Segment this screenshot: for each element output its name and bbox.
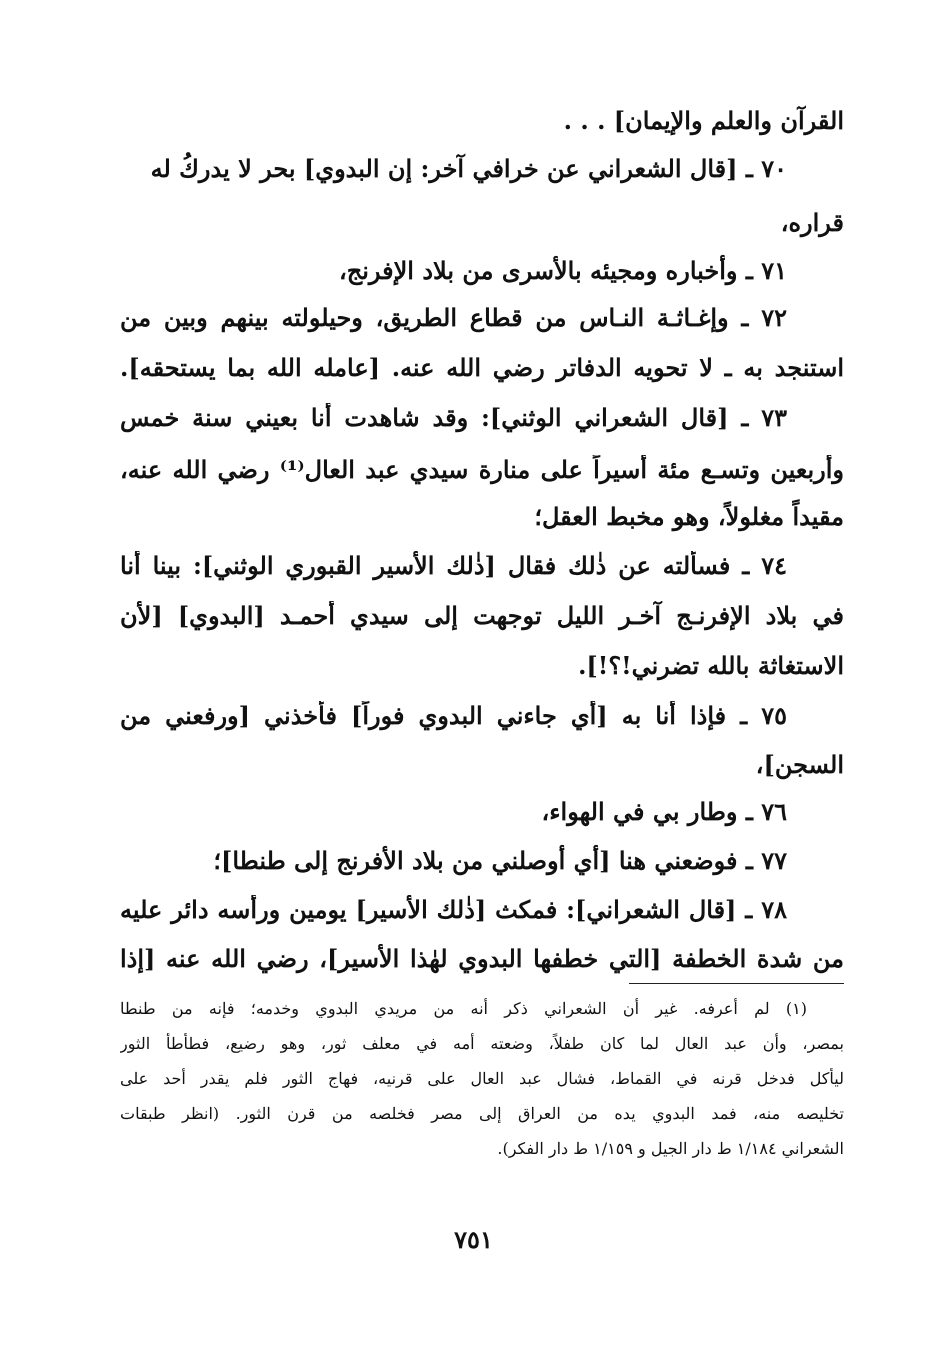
text-line: قراره، — [780, 208, 844, 237]
text-line: استنجد به ـ لا تحويه الدفاتر رضي الله عنه. [عامله الله بما يستحقه]. — [120, 353, 844, 382]
text-line: السجن]، — [755, 750, 844, 779]
text-line: ٧٢ ـ وإغـاثـة النـاس من قطاع الطريق، وحيلولته بينهم وبين من — [120, 303, 787, 332]
text-line: وأربعين وتسـع مئة أسيراً على منارة سيدي عبد العال⁽¹⁾ رضي الله عنه، — [120, 455, 844, 484]
text-line: ٧١ ـ وأخباره ومجيئه بالأسرى من بلاد الإفرنج، — [338, 256, 787, 285]
text-line: ٧٠ ـ [قال الشعراني عن خرافي آخر: إن البدوي] بحر لا يدركُ له — [150, 154, 787, 183]
footnote-line: بمصر، وأن عبد العال لما كان طفلاً، وضعته أمه في معلف ثور، وهو رضيع، فطأطأ الثور — [120, 1034, 844, 1053]
text-line: في بلاد الإفرنـج آخـر الليل توجهت إلى سيدي أحمـد [البدوي] [لأن — [120, 601, 844, 630]
footnote-line: الشعراني ١/١٨٤ ط دار الجيل و ١/١٥٩ ط دار الفكر). — [497, 1139, 844, 1158]
footnote-separator — [629, 983, 844, 984]
page-number: ٧٥١ — [454, 1225, 493, 1254]
footnote-line: ليأكل فدخل قرنه في القماط، فشال عبد العال على قرنيه، فهاج الثور فلم يقدر أحد على — [120, 1069, 844, 1088]
text-line: الاستغاثة بالله تضرني!؟!]. — [578, 651, 844, 680]
text-line: ٧٦ ـ وطار بي في الهواء، — [541, 797, 787, 826]
footnote-line: تخليصه منه، فمد البدوي يده من العراق إلى مصر فخلصه من قرن الثور. (انظر طبقات — [120, 1104, 844, 1123]
text-line: ٧٤ ـ فسألته عن ذٰلك فقال [ذٰلك الأسير القبوري الوثني]: بينا أنا — [120, 551, 787, 580]
text-line: مقيداً مغلولاً، وهو مخبط العقل؛ — [534, 502, 844, 531]
text-line: ٧٧ ـ فوضعني هنا [أي أوصلني من بلاد الأفرنج إلى طنطا]؛ — [213, 846, 787, 875]
text-line: القرآن والعلم والإيمان] . . . — [563, 106, 844, 135]
text-line: ٧٣ ـ [قال الشعراني الوثني]: وقد شاهدت أنا بعيني سنة خمس — [120, 403, 787, 432]
text-line: من شدة الخطفة [التي خطفها البدوي لهٰذا الأسير]، رضي الله عنه [إذا — [120, 944, 844, 973]
text-line: ٧٨ ـ [قال الشعراني]: فمكث [ذٰلك الأسير] يومين ورأسه دائر عليه — [120, 895, 787, 924]
footnote-line: (١) لم أعرفه. غير أن الشعراني ذكر أنه من مريدي البدوي وخدمه؛ فإنه من طنطا — [120, 999, 807, 1018]
text-line: ٧٥ ـ فإذا أنا به [أي جاءني البدوي فوراً] فأخذني [ورفعني من — [120, 701, 787, 730]
